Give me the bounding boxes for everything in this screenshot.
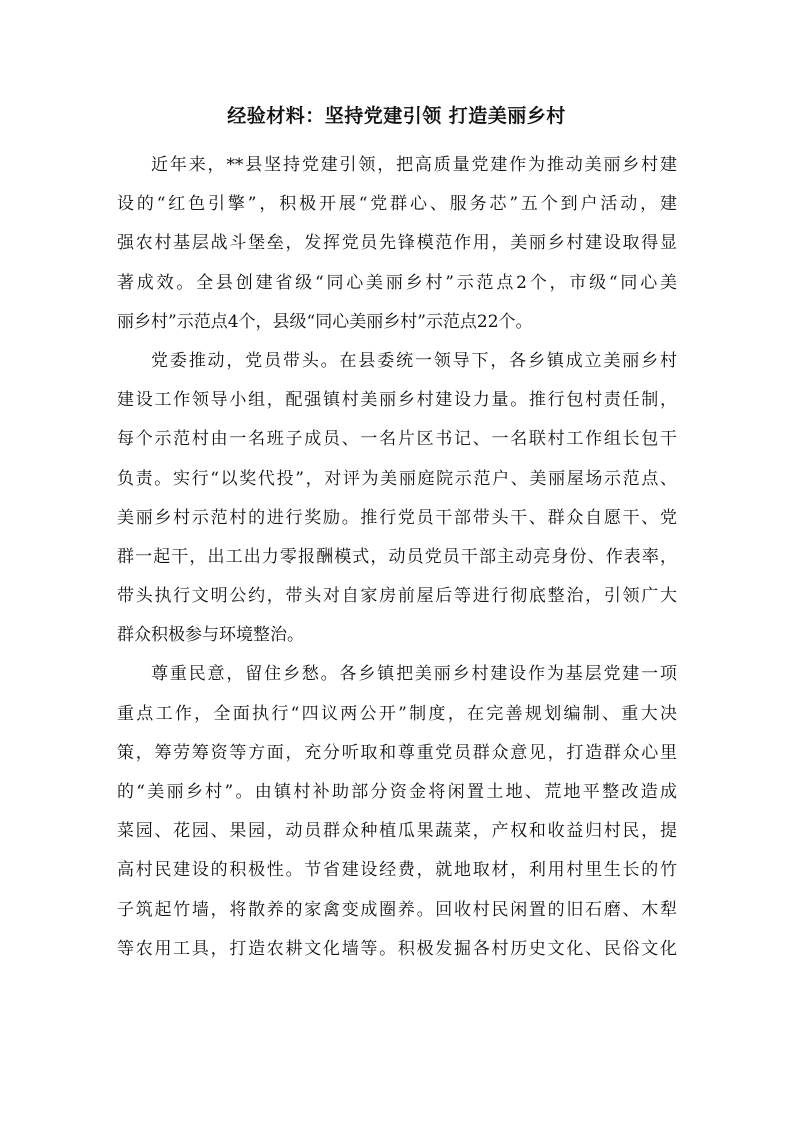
- paragraph-3-line-4: 的“美丽乡村”。由镇村补助部分资金将闲置土地、荒地平整改造成: [117, 782, 677, 802]
- paragraph-2-line-8: 群众积极参与环境整治。: [117, 625, 304, 646]
- paragraph-2-line-4: 负责。实行“以奖代投”，对评为美丽庭院示范户、美丽屋场示范点、: [117, 468, 677, 489]
- paragraph-1-line-3: 强农村基层战斗堡垒，发挥党员先锋模范作用，美丽乡村建设取得显: [117, 233, 677, 254]
- paragraph-2-line-2: 建设工作领导小组，配强镇村美丽乡村建设力量。推行包村责任制，: [117, 390, 677, 411]
- paragraph-1-line-5: 丽乡村”示范点4个，县级“同心美丽乡村”示范点22个。: [117, 311, 533, 332]
- paragraph-2-line-7: 带头执行文明公约，带头对自家房前屋后等进行彻底整治，引领广大: [117, 586, 677, 607]
- document-body: [117, 146, 677, 969]
- document-title: 经验材料：坚持党建引领 打造美丽乡村: [227, 105, 566, 127]
- paragraph-1-line-1: 近年来，**县坚持党建引领，把高质量党建作为推动美丽乡村建: [151, 155, 677, 175]
- paragraph-2-line-6: 群一起干，出工出力零报酬模式，动员党员干部主动亮身份、作表率，: [117, 546, 677, 567]
- paragraph-3-line-2: 重点工作，全面执行“四议两公开”制度，在完善规划编制、重大决: [117, 703, 677, 724]
- paragraph-3-line-7: 子筑起竹墙，将散养的家禽变成圈养。回收村民闲置的旧石磨、木犁: [117, 899, 677, 920]
- paragraph-3-line-8: 等农用工具，打造农耕文化墙等。积极发掘各村历史文化、民俗文化: [117, 938, 677, 959]
- paragraph-3-line-5: 菜园、花园、果园，动员群众种植瓜果蔬菜，产权和收益归村民，提: [117, 821, 677, 842]
- paragraph-1-line-2: 设的“红色引擎”，积极开展“党群心、服务芯”五个到户活动，建: [117, 194, 677, 215]
- paragraph-3-line-3: 策，筹劳筹资等方面，充分听取和尊重党员群众意见，打造群众心里: [117, 742, 677, 763]
- paragraph-3-line-6: 高村民建设的积极性。节省建设经费，就地取材，利用村里生长的竹: [117, 860, 677, 881]
- paragraph-3-line-1: 尊重民意，留住乡愁。各乡镇把美丽乡村建设作为基层党建一项: [151, 664, 677, 685]
- paragraph-2-line-1: 党委推动，党员带头。在县委统一领导下，各乡镇成立美丽乡村: [151, 350, 677, 371]
- paragraph-2-line-5: 美丽乡村示范村的进行奖励。推行党员干部带头干、群众自愿干、党: [117, 507, 677, 528]
- paragraph-2-line-3: 每个示范村由一名班子成员、一名片区书记、一名联村工作组长包干: [117, 429, 677, 450]
- paragraph-1-line-4: 著成效。全县创建省级“同心美丽乡村”示范点2个，市级“同心美: [117, 272, 677, 293]
